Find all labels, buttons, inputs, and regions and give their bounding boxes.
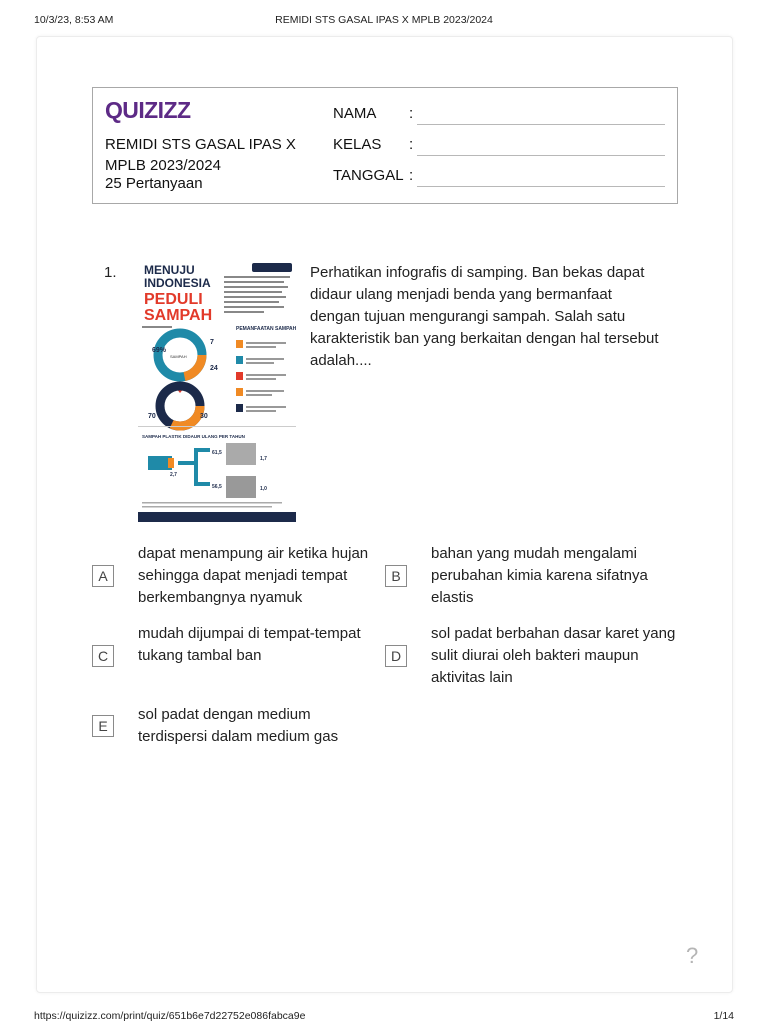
field-label-tanggal: TANGGAL <box>333 167 404 184</box>
question-number: 1. <box>104 264 117 281</box>
field-colon: : <box>409 136 414 153</box>
print-date: 10/3/23, 8:53 AM <box>34 14 114 26</box>
infographic-stat: 7 <box>210 339 214 346</box>
infographic-stat: 1,0 <box>260 486 267 492</box>
infographic-bottom-title: SAMPAH PLASTIK DIDAUR ULANG PER TAHUN <box>142 434 245 439</box>
infographic-title-line: INDONESIA <box>144 276 211 290</box>
infographic-section-title: PEMANFAATAN SAMPAH <box>236 326 296 332</box>
infographic-stat: 30 <box>200 413 208 420</box>
field-label-kelas: KELAS <box>333 136 382 153</box>
option-letter-a[interactable]: A <box>92 565 114 587</box>
infographic-image <box>138 260 296 522</box>
nama-blank-line <box>417 124 665 125</box>
field-tanggal <box>333 164 665 195</box>
option-text-d: sol padat berbahan dasar karet yang sulit diurai oleh bakteri maupun aktivitas lain <box>431 625 676 686</box>
infographic-stat: 70 <box>148 413 156 420</box>
tanggal-blank-line <box>417 186 665 187</box>
option-letter-d[interactable]: D <box>385 645 407 667</box>
svg-text:SAMPAH: SAMPAH <box>170 354 187 359</box>
infographic-stat: 1,7 <box>260 456 267 462</box>
quizizz-logo-text: QUIZIZZ <box>105 97 191 123</box>
help-icon[interactable]: ? <box>686 943 699 968</box>
field-nama <box>333 102 665 133</box>
field-colon: : <box>409 167 414 184</box>
quiz-title: REMIDI STS GASAL IPAS X MPLB 2023/2024 <box>105 136 296 174</box>
print-url: https://quizizz.com/print/quiz/651b6e7d22752e086fabca9e <box>34 1010 306 1022</box>
infographic-stat: 69% <box>152 347 167 354</box>
kelas-blank-line <box>417 155 665 156</box>
option-text-e: sol padat dengan medium terdispersi dalam medium gas <box>138 706 339 745</box>
quizizz-logo <box>105 94 205 133</box>
infographic-stat: 2,7 <box>170 472 177 478</box>
option-text-b: bahan yang mudah mengalami perubahan kimia karena sifatnya elastis <box>431 545 648 606</box>
option-text-c: mudah dijumpai di tempat-tempat tukang tambal ban <box>138 625 361 664</box>
question-count: 25 Pertanyaan <box>105 175 203 192</box>
infographic-stat: 61,5 <box>212 450 222 456</box>
option-text-a: dapat menampung air ketika hujan sehingga dapat menjadi tempat berkembangnya nyamuk <box>138 545 369 606</box>
infographic-svg <box>138 260 296 522</box>
field-kelas <box>333 133 665 164</box>
infographic-title-line: PEDULI <box>144 291 203 308</box>
student-fields <box>333 102 665 195</box>
option-letter-c[interactable]: C <box>92 645 114 667</box>
infographic-stat: 56,5 <box>212 484 222 490</box>
option-letter-e[interactable]: E <box>92 715 114 737</box>
field-colon: : <box>409 105 414 122</box>
infographic-title-line: SAMPAH <box>144 307 213 324</box>
quiz-header-box <box>92 87 678 204</box>
question-text: Perhatikan infografis di samping. Ban bekas dapat didaur ulang menjadi benda yang bermanfaat dengan tujuan mengurangi sampah. Salah satu karakteristik ban yang berkaitan dengan hal tersebut adalah.... <box>310 264 659 369</box>
print-title: REMIDI STS GASAL IPAS X MPLB 2023/2024 <box>275 14 493 26</box>
infographic-title-line: MENUJU <box>144 263 195 277</box>
option-letter-b[interactable]: B <box>385 565 407 587</box>
infographic-stat: 24 <box>210 365 218 372</box>
quizizz-logo-icon <box>105 94 205 128</box>
page-counter: 1/14 <box>713 1010 734 1022</box>
field-label-nama: NAMA <box>333 105 377 122</box>
